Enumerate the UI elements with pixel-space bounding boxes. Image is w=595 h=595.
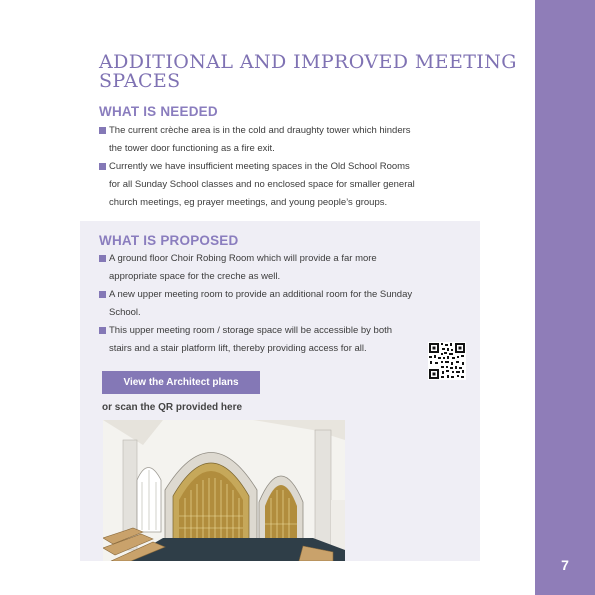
qr-code-icon[interactable] <box>428 342 466 380</box>
square-bullet-icon <box>99 327 106 334</box>
view-architect-plans-button[interactable]: View the Architect plans <box>102 371 260 394</box>
church-interior-illustration <box>103 420 345 561</box>
list-item <box>99 322 412 358</box>
needed-heading: WHAT IS NEEDED <box>99 104 218 119</box>
proposed-list <box>99 250 412 358</box>
list-item-line: church meetings, eg prayer meetings, and young people’s groups. <box>109 197 388 208</box>
list-item-line: Currently we have insufficient meeting spaces in the Old School Rooms <box>109 161 410 172</box>
list-item-line: for all Sunday School classes and no enclosed space for smaller general <box>109 179 415 190</box>
page-title: ADDITIONAL AND IMPROVED MEETING SPACES <box>99 51 517 92</box>
list-item-line: The current crèche area is in the cold and draughty tower which hinders <box>109 125 411 136</box>
list-item-line: School. <box>109 307 141 318</box>
page-sidebar <box>535 0 595 595</box>
proposed-heading: WHAT IS PROPOSED <box>99 233 239 248</box>
list-item-line: the tower door functioning as a fire exit. <box>109 143 275 154</box>
page-number: 7 <box>561 557 569 573</box>
square-bullet-icon <box>99 291 106 298</box>
list-item-line: appropriate space for the creche as well. <box>109 271 281 282</box>
list-item-line: stairs and a stair platform lift, thereby providing access for all. <box>109 343 367 354</box>
list-item-line: This upper meeting room / storage space will be accessible by both <box>109 325 393 336</box>
list-item-line: A new upper meeting room to provide an additional room for the Sunday <box>109 289 413 300</box>
square-bullet-icon <box>99 163 106 170</box>
list-item <box>99 122 415 158</box>
list-item <box>99 286 412 322</box>
list-item <box>99 158 415 212</box>
square-bullet-icon <box>99 127 106 134</box>
list-item-line: A ground floor Choir Robing Room which will provide a far more <box>109 253 377 264</box>
needed-list <box>99 122 415 212</box>
list-item <box>99 250 412 286</box>
square-bullet-icon <box>99 255 106 262</box>
qr-caption: or scan the QR provided here <box>102 402 243 413</box>
